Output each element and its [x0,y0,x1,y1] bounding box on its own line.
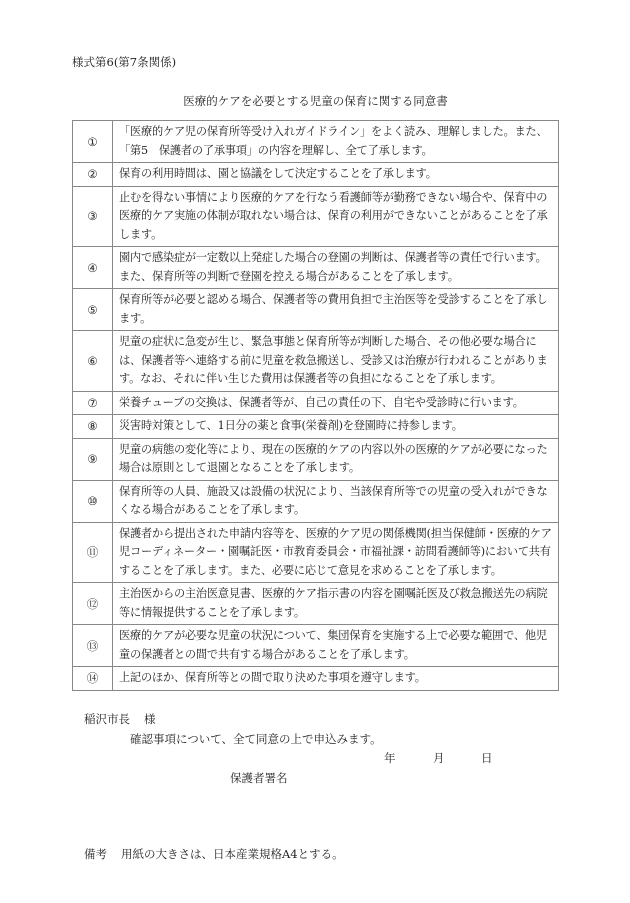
guardian-signature-label: 保護者署名 [230,770,288,785]
consent-item-row [73,438,559,480]
document-title: 医療的ケアを必要とする児童の保育に関する同意書 [183,94,448,108]
consent-item-row [73,289,559,331]
consent-item-row [73,522,559,583]
remarks [84,846,559,862]
remarks-text: 用紙の大きさは、日本産業規格A4とする。 [121,846,344,861]
item-text: 医療的ケアが必要な児童の状況について、集団保育を実施する上で必要な範囲で、他児童の保護者との間で共有する場合があることを了承します。 [113,625,559,667]
addressee [84,711,559,727]
item-number: ⑫ [73,583,113,625]
item-number: ④ [73,247,113,289]
item-text: 保護者から提出された申請内容等を、医療的ケア児の関係機関(担当保健師・医療的ケア児コーディネーター・園嘱託医・市教育委員会・市福祉課・訪問看護師等)において共有することを了承します。また、必要に応じて意見を求めることを了承します。 [113,522,559,583]
item-text: 上記のほか、保育所等との間で取り決めた事項を遵守します。 [113,667,559,691]
consent-item-row [73,121,559,163]
consent-item-row [73,163,559,187]
item-number: ⑥ [73,331,113,392]
consent-item-row [73,186,559,247]
date-day-label: 日 [481,750,493,765]
date-field [72,750,559,766]
item-number: ⑨ [73,438,113,480]
consent-item-row [73,331,559,392]
item-number: ⑦ [73,391,113,415]
item-number: ② [73,163,113,187]
consent-item-row [73,391,559,415]
item-text: 「医療的ケア児の保育所等受け入れガイドライン」をよく読み、理解しました。また、「第5 保護者の了承事項」の内容を理解し、全て了承します。 [113,121,559,163]
item-number: ⑪ [73,522,113,583]
consent-items-body [73,121,559,691]
item-text: 保育所等が必要と認める場合、保護者等の費用負担で主治医等を受診することを了承します。 [113,289,559,331]
consent-item-row [73,247,559,289]
form-number: 様式第6(第7条関係) [72,55,177,69]
consent-item-row [73,667,559,691]
item-text: 園内で感染症が一定数以上発症した場合の登園の判断は、保護者等の責任で行います。また、保育所等の判断で登園を控える場合があることを了承します。 [113,247,559,289]
addressee-name: 稲沢市長 [84,711,130,726]
date-month-label: 月 [433,750,445,765]
item-text: 保育の利用時間は、園と協議をして決定することを了承します。 [113,163,559,187]
item-number: ③ [73,186,113,247]
confirmation-statement: 確認事項について、全て同意の上で申込みます。 [130,731,382,746]
date-year-label: 年 [384,750,396,765]
item-text: 止むを得ない事情により医療的ケアを行なう看護師等が勤務できない場合や、保育中の医療的ケア実施の体制が取れない場合は、保育の利用ができないことがあることを了承します。 [113,186,559,247]
item-text: 災害時対策として、1日分の薬と食事(栄養剤)を登園時に持参します。 [113,415,559,439]
item-text: 栄養チューブの交換は、保護者等が、自己の責任の下、自宅や受診時に行います。 [113,391,559,415]
remarks-label: 備考 [84,846,107,861]
item-text: 児童の症状に急変が生じ、緊急事態と保育所等が判断した場合、その他必要な場合には、保護者等へ連絡する前に児童を救急搬送し、受診又は治療が行われることがあります。なお、それに伴い生じた費用は保護者等の負担になることを了承します。 [113,331,559,392]
consent-item-row [73,480,559,522]
item-number: ① [73,121,113,163]
item-number: ⑬ [73,625,113,667]
item-text: 児童の病態の変化等により、現在の医療的ケアの内容以外の医療的ケアが必要になった場合は原則として退園となることを了承します。 [113,438,559,480]
item-number: ⑧ [73,415,113,439]
consent-item-row [73,415,559,439]
consent-item-row [73,625,559,667]
item-number: ⑤ [73,289,113,331]
consent-item-row [73,583,559,625]
addressee-honorific: 様 [144,711,156,726]
item-number: ⑭ [73,667,113,691]
consent-items-table [72,120,559,691]
item-number: ⑩ [73,480,113,522]
item-text: 主治医からの主治医意見書、医療的ケア指示書の内容を園嘱託医及び救急搬送先の病院等に情報提供することを了承します。 [113,583,559,625]
item-text: 保育所等の人員、施設又は設備の状況により、当該保育所等での児童の受入れができなくなる場合があることを了承します。 [113,480,559,522]
